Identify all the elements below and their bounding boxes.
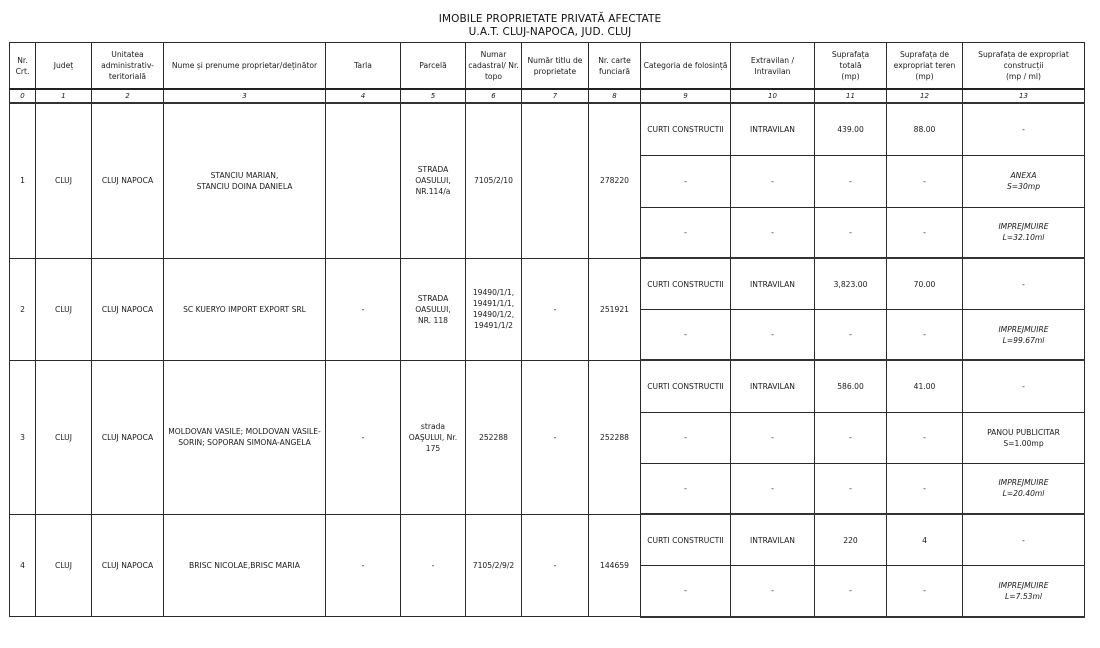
cell-line: Nume și prenume proprietar/deținător xyxy=(171,61,318,70)
column-header xyxy=(36,43,92,90)
cell-line: OASULUI, xyxy=(415,304,451,314)
construction-expropriation xyxy=(963,412,1085,463)
land-expropriation-area: 70.00 xyxy=(887,258,963,310)
cell-line: construcții xyxy=(1003,61,1044,70)
land-expropriation-area: - xyxy=(887,463,963,514)
land-use-category: CURTI CONSTRUCTII xyxy=(641,103,731,155)
zoning-status: INTRAVILAN xyxy=(731,360,815,412)
total-area: - xyxy=(815,310,887,361)
cell-line: 252288 xyxy=(479,432,508,442)
tarla xyxy=(326,103,401,258)
administrative-unit: CLUJ NAPOCA xyxy=(92,103,164,258)
column-number: 11 xyxy=(815,89,887,103)
column-number: 0 xyxy=(10,89,36,103)
total-area: - xyxy=(815,412,887,463)
cell-line: Tarla xyxy=(354,61,372,70)
column-number: 10 xyxy=(731,89,815,103)
cell-line: NR. 118 xyxy=(417,315,448,325)
column-header xyxy=(963,43,1085,90)
column-header xyxy=(92,43,164,90)
cell-line: SORIN; SOPORAN SIMONA-ANGELA xyxy=(178,438,311,447)
cell-line: IMPREJMUIRE xyxy=(998,478,1049,488)
land-use-category: CURTI CONSTRUCTII xyxy=(641,360,731,412)
cell-line: NR.114/a xyxy=(415,187,451,197)
cell-line: SC KUERYO IMPORT EXPORT SRL xyxy=(183,304,306,314)
zoning-status: INTRAVILAN xyxy=(731,514,815,566)
cell-line: proprietate xyxy=(533,66,577,76)
property-title-number xyxy=(522,103,589,258)
property-title-number: - xyxy=(522,360,589,514)
land-book-number: 252288 xyxy=(589,360,641,514)
administrative-unit: CLUJ NAPOCA xyxy=(92,360,164,514)
owner-name xyxy=(164,360,326,514)
construction-expropriation xyxy=(963,155,1085,207)
land-book-number: 251921 xyxy=(589,258,641,360)
cell-line: - xyxy=(1022,535,1025,545)
construction-expropriation xyxy=(963,103,1085,155)
column-header xyxy=(815,43,887,90)
cell-line: administrativ- xyxy=(101,61,154,70)
cell-line: STRADA xyxy=(417,165,449,175)
construction-expropriation xyxy=(963,310,1085,361)
table-row xyxy=(10,103,1085,155)
construction-expropriation xyxy=(963,207,1085,258)
cell-line: Crt. xyxy=(15,66,30,76)
cell-line: L=99.67ml xyxy=(1002,335,1045,345)
table-row xyxy=(10,360,1085,412)
parcel xyxy=(401,514,466,617)
cell-line: Extravilan / Intravilan xyxy=(750,55,795,76)
cell-line: OAŞULUI, Nr. xyxy=(408,432,458,442)
cell-line: 19490/1/2, xyxy=(472,310,515,319)
table-row xyxy=(10,514,1085,566)
county: CLUJ xyxy=(36,360,92,514)
cadastral-number xyxy=(466,103,522,258)
parcel xyxy=(401,103,466,258)
cell-line: funciară xyxy=(598,66,630,76)
column-header xyxy=(326,43,401,90)
county: CLUJ xyxy=(36,103,92,258)
cell-line: BRISC NICOLAE,BRISC MARIA xyxy=(189,560,300,570)
zoning-status: - xyxy=(731,155,815,207)
county: CLUJ xyxy=(36,258,92,360)
cadastral-number xyxy=(466,360,522,514)
land-expropriation-area: - xyxy=(887,566,963,617)
tarla: - xyxy=(326,258,401,360)
cell-line: 7105/2/10 xyxy=(474,176,513,186)
column-number: 7 xyxy=(522,89,589,103)
row-number: 1 xyxy=(10,103,36,258)
column-number: 13 xyxy=(963,89,1085,103)
property-title-number: - xyxy=(522,514,589,617)
cell-line: S=30mp xyxy=(1006,182,1041,191)
column-header xyxy=(887,43,963,90)
cell-line: 19491/1/2 xyxy=(474,321,513,330)
cell-line: IMPREJMUIRE xyxy=(998,222,1049,232)
land-expropriation-area: - xyxy=(887,155,963,207)
land-expropriation-area: 88.00 xyxy=(887,103,963,155)
cell-line: MOLDOVAN VASILE; MOLDOVAN VASILE- xyxy=(168,427,321,436)
row-number: 3 xyxy=(10,360,36,514)
owner-name xyxy=(164,103,326,258)
owner-name xyxy=(164,258,326,360)
cell-line: PANOU PUBLICITAR xyxy=(987,427,1060,437)
cadastral-number xyxy=(466,258,522,360)
owner-name xyxy=(164,514,326,617)
cell-line: (mp) xyxy=(841,72,860,81)
land-book-number: 144659 xyxy=(589,514,641,617)
land-use-category: - xyxy=(641,463,731,514)
land-use-category: CURTI CONSTRUCTII xyxy=(641,514,731,566)
cell-line: IMPREJMUIRE xyxy=(998,324,1049,334)
zoning-status: - xyxy=(731,207,815,258)
total-area: - xyxy=(815,155,887,207)
land-use-category: - xyxy=(641,155,731,207)
cell-line: 175 xyxy=(425,443,441,453)
land-expropriation-area: 4 xyxy=(887,514,963,566)
column-header xyxy=(589,43,641,90)
cell-line: Suprafața xyxy=(831,50,870,59)
column-header xyxy=(522,43,589,90)
column-header xyxy=(401,43,466,90)
land-use-category: - xyxy=(641,207,731,258)
cell-line: (mp / ml) xyxy=(1005,72,1042,81)
land-use-category: - xyxy=(641,310,731,361)
zoning-status: - xyxy=(731,566,815,617)
cell-line: - xyxy=(431,560,435,570)
column-number: 2 xyxy=(92,89,164,103)
cell-line: Număr titlu de xyxy=(527,55,583,65)
land-use-category: CURTI CONSTRUCTII xyxy=(641,258,731,310)
column-header xyxy=(10,43,36,90)
total-area: 439.00 xyxy=(815,103,887,155)
total-area: 586.00 xyxy=(815,360,887,412)
total-area: - xyxy=(815,463,887,514)
cell-line: teritorială xyxy=(108,72,147,81)
cadastral-number xyxy=(466,514,522,617)
cell-line: (mp) xyxy=(915,72,934,81)
land-expropriation-area: - xyxy=(887,412,963,463)
cell-line: 19490/1/1, xyxy=(472,288,515,297)
cell-line: cadastral/ Nr. xyxy=(468,61,519,70)
row-number: 4 xyxy=(10,514,36,617)
cell-line: 7105/2/9/2 xyxy=(472,560,515,570)
cell-line: OASULUI, xyxy=(415,176,451,186)
cell-line: IMPREJMUIRE xyxy=(998,580,1049,590)
cell-line: Parcelă xyxy=(419,61,447,70)
cell-line: Nr. carte xyxy=(598,55,631,65)
column-number: 8 xyxy=(589,89,641,103)
header-row xyxy=(10,43,1085,90)
parcel xyxy=(401,360,466,514)
column-number: 5 xyxy=(401,89,466,103)
zoning-status: INTRAVILAN xyxy=(731,258,815,310)
column-number: 3 xyxy=(164,89,326,103)
column-number-row xyxy=(10,89,1085,103)
cell-line: STRADA xyxy=(417,293,449,303)
zoning-status: - xyxy=(731,310,815,361)
land-expropriation-area: 41.00 xyxy=(887,360,963,412)
cell-line: Categoria de folosință xyxy=(643,61,728,70)
column-number: 6 xyxy=(466,89,522,103)
cell-line: Suprafața de xyxy=(899,50,950,59)
cell-line: L=20.40ml xyxy=(1002,489,1045,499)
county: CLUJ xyxy=(36,514,92,617)
cell-line: Suprafața de expropriat xyxy=(978,50,1069,59)
cell-line: STANCIU DOINA DANIELA xyxy=(196,181,293,191)
total-area: - xyxy=(815,566,887,617)
tarla: - xyxy=(326,360,401,514)
cell-line: totală xyxy=(839,61,862,70)
column-number: 1 xyxy=(36,89,92,103)
property-title-number: - xyxy=(522,258,589,360)
column-number: 9 xyxy=(641,89,731,103)
land-expropriation-area: - xyxy=(887,310,963,361)
cell-line: Numar xyxy=(480,50,507,59)
cell-line: - xyxy=(1022,381,1025,391)
cell-line: STANCIU MARIAN, xyxy=(210,170,279,180)
land-expropriation-area: - xyxy=(887,207,963,258)
cell-line: S=1.00mp xyxy=(1003,438,1044,448)
cell-line: L=32.10ml xyxy=(1002,233,1045,243)
row-number: 2 xyxy=(10,258,36,360)
document-title: IMOBILE PROPRIETATE PRIVATĂ AFECTATE xyxy=(438,13,662,25)
cell-line: Unitatea xyxy=(111,50,144,59)
document-subtitle: U.A.T. CLUJ-NAPOCA, JUD. CLUJ xyxy=(468,26,632,38)
column-header xyxy=(164,43,326,90)
cell-line: L=7.53ml xyxy=(1004,591,1042,601)
column-header xyxy=(641,43,731,90)
column-number: 4 xyxy=(326,89,401,103)
column-header xyxy=(731,43,815,90)
cell-line: topo xyxy=(484,72,503,81)
cell-line: Nr. xyxy=(17,55,28,65)
construction-expropriation xyxy=(963,463,1085,514)
cell-line: ANEXA xyxy=(1010,171,1037,180)
total-area: 3,823.00 xyxy=(815,258,887,310)
cell-line: - xyxy=(1022,124,1025,134)
administrative-unit: CLUJ NAPOCA xyxy=(92,514,164,617)
zoning-status: - xyxy=(731,463,815,514)
cell-line: Județ xyxy=(53,61,74,70)
properties-table xyxy=(9,42,1085,618)
parcel xyxy=(401,258,466,360)
land-use-category: - xyxy=(641,566,731,617)
total-area: 220 xyxy=(815,514,887,566)
tarla: - xyxy=(326,514,401,617)
cell-line: expropriat teren xyxy=(893,61,956,70)
table-row xyxy=(10,258,1085,310)
column-header xyxy=(466,43,522,90)
cell-line: strada xyxy=(420,421,446,431)
cell-line: - xyxy=(1022,279,1025,289)
total-area: - xyxy=(815,207,887,258)
construction-expropriation xyxy=(963,258,1085,310)
land-use-category: - xyxy=(641,412,731,463)
construction-expropriation xyxy=(963,514,1085,566)
administrative-unit: CLUJ NAPOCA xyxy=(92,258,164,360)
construction-expropriation xyxy=(963,566,1085,617)
construction-expropriation xyxy=(963,360,1085,412)
zoning-status: INTRAVILAN xyxy=(731,103,815,155)
column-number: 12 xyxy=(887,89,963,103)
land-book-number: 278220 xyxy=(589,103,641,258)
zoning-status: - xyxy=(731,412,815,463)
cell-line: 19491/1/1, xyxy=(472,299,515,308)
